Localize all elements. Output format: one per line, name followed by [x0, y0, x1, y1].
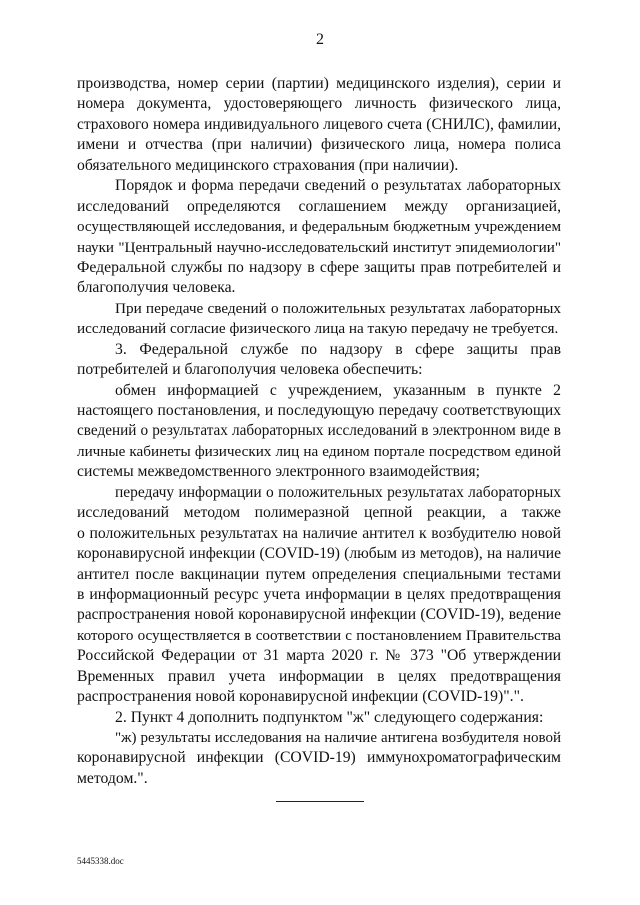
- text-line: "ж) результаты исследования на наличие антигена возбудителя новой: [115, 730, 561, 746]
- text-line: потребителей и благополучия человека обеспечить:: [77, 361, 423, 379]
- text-line: При передаче сведений о положительных результатах лабораторных: [115, 299, 561, 317]
- text-line: Порядок и форма передачи сведений о результатах лабораторных: [115, 177, 561, 195]
- text-line: страхового номера индивидуального лицевого счета (СНИЛС), фамилии,: [77, 115, 561, 133]
- text-line: обязательного медицинского страхования (при наличии).: [77, 156, 459, 174]
- text-line: 3. Федеральной службе по надзору в сфере защиты прав: [115, 340, 561, 358]
- text-line: благополучия человека.: [77, 279, 236, 297]
- text-line: которого осуществляется в соответствии с постановлением Правительства: [77, 627, 561, 644]
- text-line: распространения новой коронавирусной инфекции (COVID-19)".".: [77, 688, 524, 706]
- text-line: номера документа, удостоверяющего личность физического лица,: [77, 95, 561, 113]
- text-line: личные кабинеты физических лиц на едином портале посредством единой: [77, 442, 561, 460]
- text-line: Временных правил учета информации в целях предотвращения: [77, 667, 561, 685]
- text-line: передачу информации о положительных результатах лабораторных: [115, 483, 561, 501]
- text-line: обмен информацией с учреждением, указанным в пункте 2: [115, 381, 561, 399]
- text-line: науки "Центральный научно-исследовательский институт эпидемиологии": [77, 239, 561, 256]
- page-number: 2: [316, 31, 324, 48]
- text-line: распространения новой коронавирусной инфекции (COVID-19), ведение: [77, 606, 561, 624]
- text-line: настоящего постановления, и последующую передачу соответствующих: [77, 402, 561, 419]
- text-line: имени и отчества (при наличии) физического лица, номера полиса: [77, 136, 561, 154]
- text-line: методом.".: [77, 769, 148, 787]
- separator-line: [276, 801, 364, 802]
- text-line: исследований определяются соглашением между организацией,: [77, 197, 561, 215]
- text-line: в информационный ресурс учета информации в целях предотвращения: [77, 585, 561, 603]
- text-line: системы межведомственного электронного взаимодействия;: [77, 463, 480, 481]
- text-line: о положительных результатах на наличие антител к возбудителю новой: [77, 524, 561, 542]
- text-line: производства, номер серии (партии) медицинского изделия), серии и: [77, 75, 561, 92]
- document-body: [77, 74, 561, 789]
- text-line: антител после вакцинации путем определения специальными тестами: [77, 565, 561, 583]
- text-line: сведений о результатах лабораторных исследований в электронном виде в: [77, 422, 561, 440]
- text-line: Российской Федерации от 31 марта 2020 г. № 373 "Об утверждении: [77, 647, 561, 665]
- text-line: исследований согласие физического лица на такую передачу не требуется.: [77, 320, 559, 338]
- text-line: коронавирусной инфекции (COVID-19) (любым из методов), на наличие: [77, 545, 561, 563]
- text-line: Федеральной службы по надзору в сфере защиты прав потребителей и: [77, 258, 561, 276]
- text-line: исследований методом полимеразной цепной реакции, а также: [77, 504, 561, 522]
- document-code: 5445338.doc: [77, 856, 124, 866]
- text-line: коронавирусной инфекции (COVID-19) иммунохроматографическим: [77, 749, 561, 767]
- text-line: осуществляющей исследования, и федеральным бюджетным учреждением: [77, 219, 561, 236]
- text-line: 2. Пункт 4 дополнить подпунктом "ж" следующего содержания:: [115, 708, 544, 726]
